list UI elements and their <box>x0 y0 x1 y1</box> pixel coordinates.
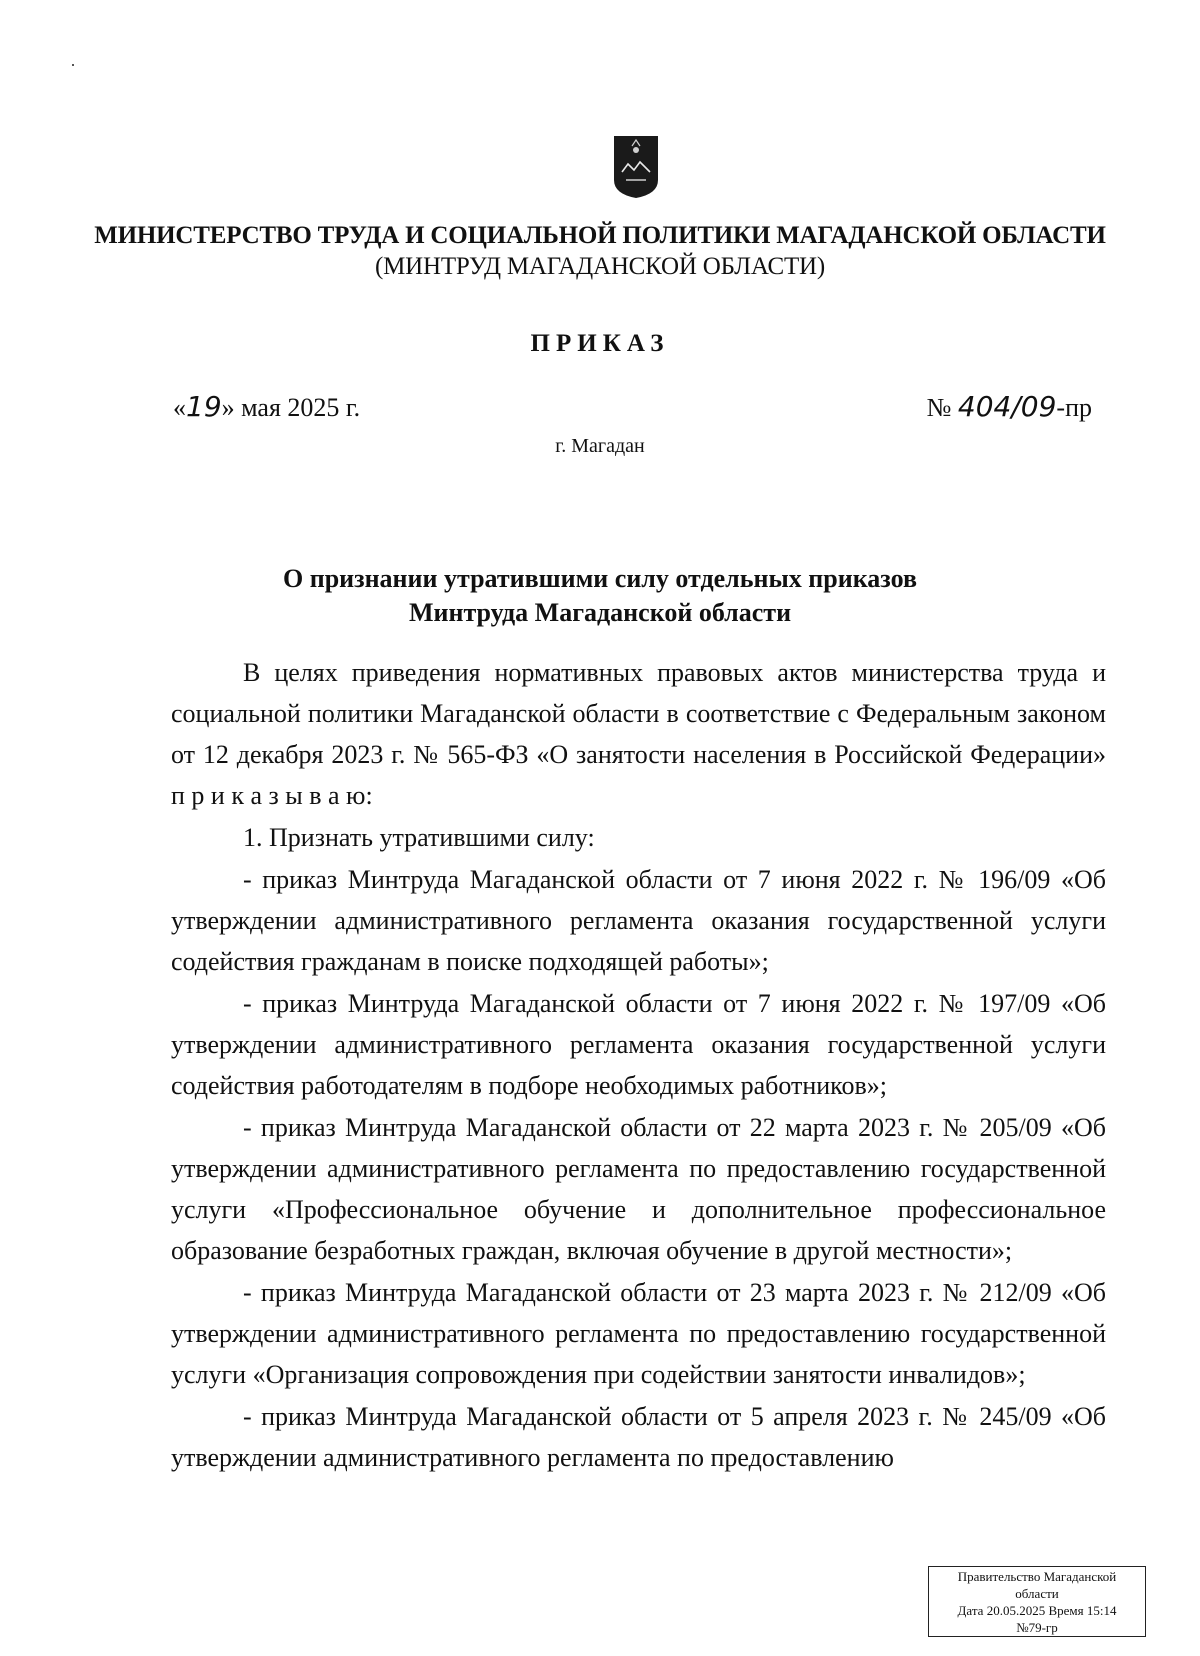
scan-speck <box>72 64 74 66</box>
paragraph-order-245: - приказ Минтруда Магаданской области от 5 апреля 2023 г. № 245/09 «Об утверждении административного регламента по предоставлению <box>171 1402 1106 1472</box>
stamp-line-3: Дата 20.05.2025 Время 15:14 <box>957 1603 1117 1618</box>
paragraph-order-196: - приказ Минтруда Магаданской области от 7 июня 2022 г. № 196/09 «Об утверждении административного регламента оказания государственной услуги содействия гражданам в поиске подходящей работы»; <box>171 865 1106 976</box>
order-title-line-1: О признании утратившими силу отдельных приказов <box>282 564 917 593</box>
number-prefix: № <box>926 393 958 422</box>
order-number <box>927 390 1092 423</box>
date-month-year: » мая 2025 г. <box>221 393 361 422</box>
coat-of-arms-icon <box>612 134 660 200</box>
number-handwritten: 404/09 <box>957 390 1057 423</box>
paragraph-order-197: - приказ Минтруда Магаданской области от 7 июня 2022 г. № 197/09 «Об утверждении административного регламента оказания государственной услуги содействия работодателям в подборе необходимых работников»; <box>171 989 1106 1100</box>
date-day-handwritten: 19 <box>186 390 222 423</box>
paragraph-order-205: - приказ Минтруда Магаданской области от 22 марта 2023 г. № 205/09 «Об утверждении административного регламента по предоставлению государственной услуги «Профессиональное обучение и дополнительное профессиональное образование безработных граждан, включая обучение в другой местности»; <box>171 1113 1106 1265</box>
stamp-line-1: Правительство Магаданской <box>957 1569 1117 1584</box>
paragraph-preamble: В целях приведения нормативных правовых актов министерства труда и социальной политики Магаданской области в соответствие с Федеральным законом от 12 декабря 2023 г. № 565-ФЗ «О занятости населения в Российской Федерации» п р и к а з ы в а ю: <box>171 658 1106 810</box>
stamp-line-2: области <box>1015 1586 1059 1601</box>
date-open-quote: « <box>173 393 186 422</box>
stamp-line-4: №79-гр <box>1016 1620 1058 1635</box>
order-date <box>173 390 360 423</box>
registration-stamp <box>928 1566 1146 1637</box>
document-type: ПРИКАЗ <box>530 330 670 357</box>
order-title-line-2: Минтруда Магаданской области <box>408 598 792 627</box>
ministry-short-name: (МИНТРУД МАГАДАНСКОЙ ОБЛАСТИ) <box>374 253 826 280</box>
paragraph-order-212: - приказ Минтруда Магаданской области от 23 марта 2023 г. № 212/09 «Об утверждении административного регламента по предоставлению государственной услуги «Организация сопровождения при содействии занятости инвалидов»; <box>171 1278 1106 1389</box>
city: г. Магадан <box>555 435 645 457</box>
paragraph-item-1: 1. Признать утратившими силу: <box>243 823 595 852</box>
ministry-name: МИНИСТЕРСТВО ТРУДА И СОЦИАЛЬНОЙ ПОЛИТИКИ МАГАДАНСКОЙ ОБЛАСТИ <box>94 222 1106 249</box>
number-suffix: -пр <box>1056 393 1092 422</box>
order-body <box>171 652 1106 1479</box>
order-title <box>0 562 1200 630</box>
